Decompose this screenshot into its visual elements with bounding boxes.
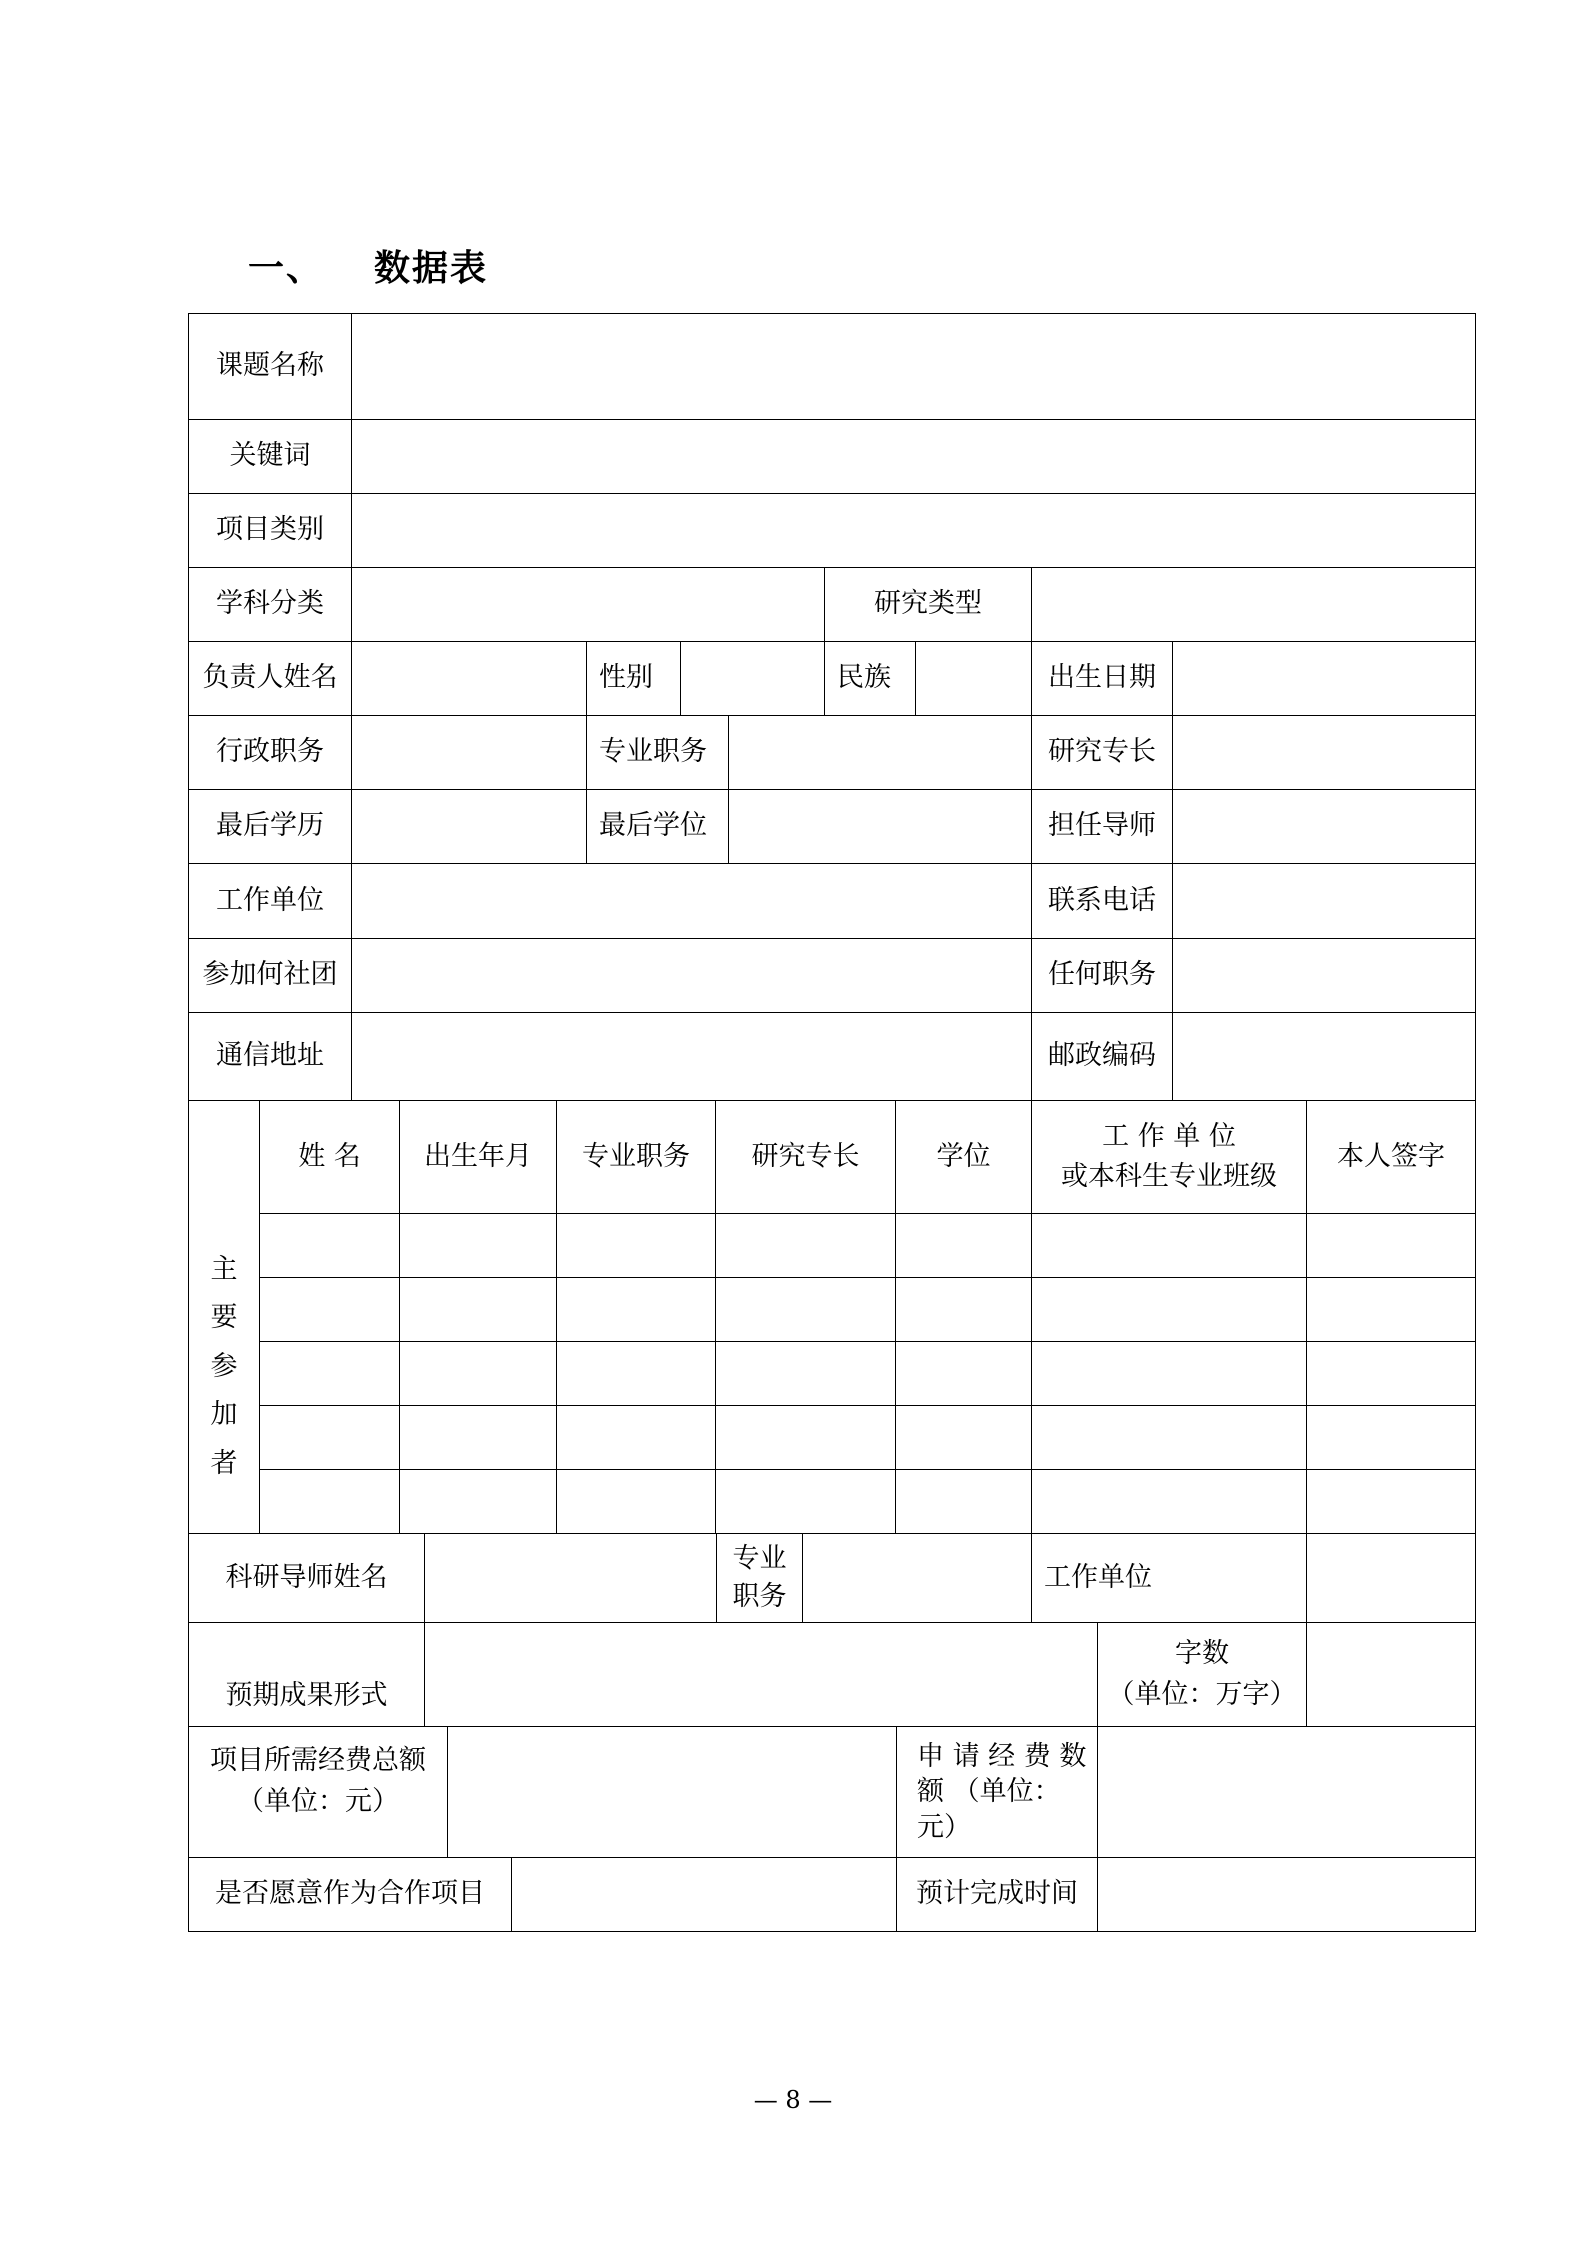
col-header-unit: 工 作 单 位 或本科生专业班级 bbox=[1031, 1100, 1307, 1214]
participant-3-pro-post-field[interactable] bbox=[556, 1341, 716, 1406]
col-header-sign: 本人签字 bbox=[1306, 1100, 1476, 1214]
field-phone[interactable] bbox=[1172, 863, 1476, 939]
field-admin-post[interactable] bbox=[351, 715, 587, 790]
participant-5-birth-field[interactable] bbox=[399, 1469, 557, 1534]
participant-2-degree-field[interactable] bbox=[895, 1277, 1032, 1342]
field-birth-date[interactable] bbox=[1172, 641, 1476, 716]
label-postcode: 邮政编码 bbox=[1031, 1012, 1173, 1101]
participant-1-name-field[interactable] bbox=[259, 1213, 400, 1278]
label-specialty: 研究专长 bbox=[1031, 715, 1173, 790]
field-education[interactable] bbox=[351, 789, 587, 864]
participant-4-birth-field[interactable] bbox=[399, 1405, 557, 1470]
field-research-type[interactable] bbox=[1031, 567, 1476, 642]
label-category: 项目类别 bbox=[188, 493, 352, 568]
field-discipline[interactable] bbox=[351, 567, 825, 642]
label-outcome-form: 预期成果形式 bbox=[188, 1622, 425, 1727]
participant-1-birth-field[interactable] bbox=[399, 1213, 557, 1278]
participant-5-unit-field[interactable] bbox=[1031, 1469, 1307, 1534]
field-leader-name[interactable] bbox=[351, 641, 587, 716]
label-discipline: 学科分类 bbox=[188, 567, 352, 642]
col-header-birth: 出生年月 bbox=[399, 1100, 557, 1214]
field-address[interactable] bbox=[351, 1012, 1032, 1101]
participant-3-birth-field[interactable] bbox=[399, 1341, 557, 1406]
field-keywords[interactable] bbox=[351, 419, 1476, 494]
participant-2-sign-field[interactable] bbox=[1306, 1277, 1476, 1342]
field-supervisor[interactable] bbox=[1172, 789, 1476, 864]
participant-3-sign-field[interactable] bbox=[1306, 1341, 1476, 1406]
field-completion-time[interactable] bbox=[1097, 1857, 1476, 1932]
page-number: — 8 — bbox=[753, 2086, 833, 2114]
label-leader-name: 负责人姓名 bbox=[188, 641, 352, 716]
label-total-funds: 项目所需经费总额 （单位：元） bbox=[188, 1726, 448, 1858]
participant-3-unit-field[interactable] bbox=[1031, 1341, 1307, 1406]
field-advisor-name[interactable] bbox=[424, 1533, 717, 1623]
field-cooperation[interactable] bbox=[511, 1857, 897, 1932]
label-supervisor: 担任导师 bbox=[1031, 789, 1173, 864]
col-header-name: 姓 名 bbox=[259, 1100, 400, 1214]
field-advisor-pro-post[interactable] bbox=[802, 1533, 1032, 1623]
participant-2-pro-post-field[interactable] bbox=[556, 1277, 716, 1342]
participant-2-name-field[interactable] bbox=[259, 1277, 400, 1342]
participant-4-pro-post-field[interactable] bbox=[556, 1405, 716, 1470]
participant-4-unit-field[interactable] bbox=[1031, 1405, 1307, 1470]
label-advisor-unit: 工作单位 bbox=[1031, 1533, 1307, 1623]
participant-3-degree-field[interactable] bbox=[895, 1341, 1032, 1406]
field-society[interactable] bbox=[351, 938, 1032, 1013]
field-degree[interactable] bbox=[728, 789, 1032, 864]
label-research-type: 研究类型 bbox=[824, 567, 1032, 642]
label-word-count: 字数 （单位：万字） bbox=[1097, 1622, 1307, 1727]
col-header-pro-post: 专业职务 bbox=[556, 1100, 716, 1214]
field-ethnicity[interactable] bbox=[915, 641, 1032, 716]
participant-1-specialty-field[interactable] bbox=[715, 1213, 896, 1278]
participants-side-label: 主 要 参 加 者 bbox=[188, 1100, 260, 1534]
label-topic: 课题名称 bbox=[188, 313, 352, 420]
label-cooperation: 是否愿意作为合作项目 bbox=[188, 1857, 512, 1932]
label-keywords: 关键词 bbox=[188, 419, 352, 494]
field-applied-funds[interactable] bbox=[1097, 1726, 1476, 1858]
participant-3-specialty-field[interactable] bbox=[715, 1341, 896, 1406]
section-title bbox=[248, 240, 488, 291]
label-advisor-pro-post: 专业 职务 bbox=[716, 1533, 803, 1623]
participant-2-birth-field[interactable] bbox=[399, 1277, 557, 1342]
participant-2-specialty-field[interactable] bbox=[715, 1277, 896, 1342]
field-work-unit[interactable] bbox=[351, 863, 1032, 939]
participant-4-degree-field[interactable] bbox=[895, 1405, 1032, 1470]
label-birth-date: 出生日期 bbox=[1031, 641, 1173, 716]
participant-5-name-field[interactable] bbox=[259, 1469, 400, 1534]
label-ethnicity: 民族 bbox=[824, 641, 916, 716]
label-admin-post: 行政职务 bbox=[188, 715, 352, 790]
label-pro-post: 专业职务 bbox=[586, 715, 729, 790]
field-society-post[interactable] bbox=[1172, 938, 1476, 1013]
col-header-degree: 学位 bbox=[895, 1100, 1032, 1214]
label-phone: 联系电话 bbox=[1031, 863, 1173, 939]
label-gender: 性别 bbox=[586, 641, 681, 716]
section-number: 一、 bbox=[248, 247, 325, 289]
participant-1-sign-field[interactable] bbox=[1306, 1213, 1476, 1278]
participant-4-name-field[interactable] bbox=[259, 1405, 400, 1470]
label-work-unit: 工作单位 bbox=[188, 863, 352, 939]
label-degree: 最后学位 bbox=[586, 789, 729, 864]
participant-3-name-field[interactable] bbox=[259, 1341, 400, 1406]
participant-1-degree-field[interactable] bbox=[895, 1213, 1032, 1278]
col-header-specialty: 研究专长 bbox=[715, 1100, 896, 1214]
participant-5-degree-field[interactable] bbox=[895, 1469, 1032, 1534]
participant-5-sign-field[interactable] bbox=[1306, 1469, 1476, 1534]
field-gender[interactable] bbox=[680, 641, 825, 716]
label-education: 最后学历 bbox=[188, 789, 352, 864]
participant-4-specialty-field[interactable] bbox=[715, 1405, 896, 1470]
label-society: 参加何社团 bbox=[188, 938, 352, 1013]
participant-5-pro-post-field[interactable] bbox=[556, 1469, 716, 1534]
participant-2-unit-field[interactable] bbox=[1031, 1277, 1307, 1342]
participant-5-specialty-field[interactable] bbox=[715, 1469, 896, 1534]
field-outcome-form[interactable] bbox=[424, 1622, 1098, 1727]
label-address: 通信地址 bbox=[188, 1012, 352, 1101]
label-applied-funds: 申 请 经 费 数 额 （单位： 元） bbox=[896, 1726, 1098, 1858]
participant-1-unit-field[interactable] bbox=[1031, 1213, 1307, 1278]
participant-4-sign-field[interactable] bbox=[1306, 1405, 1476, 1470]
field-pro-post[interactable] bbox=[728, 715, 1032, 790]
participant-1-pro-post-field[interactable] bbox=[556, 1213, 716, 1278]
field-specialty[interactable] bbox=[1172, 715, 1476, 790]
label-society-post: 任何职务 bbox=[1031, 938, 1173, 1013]
label-advisor-name: 科研导师姓名 bbox=[188, 1533, 425, 1623]
field-postcode[interactable] bbox=[1172, 1012, 1476, 1101]
field-word-count[interactable] bbox=[1306, 1622, 1476, 1727]
field-category[interactable] bbox=[351, 493, 1476, 568]
field-total-funds[interactable] bbox=[447, 1726, 897, 1858]
section-title-text: 数据表 bbox=[374, 247, 489, 289]
field-topic[interactable] bbox=[351, 313, 1476, 420]
label-completion-time: 预计完成时间 bbox=[896, 1857, 1098, 1932]
field-advisor-unit[interactable] bbox=[1306, 1533, 1476, 1623]
